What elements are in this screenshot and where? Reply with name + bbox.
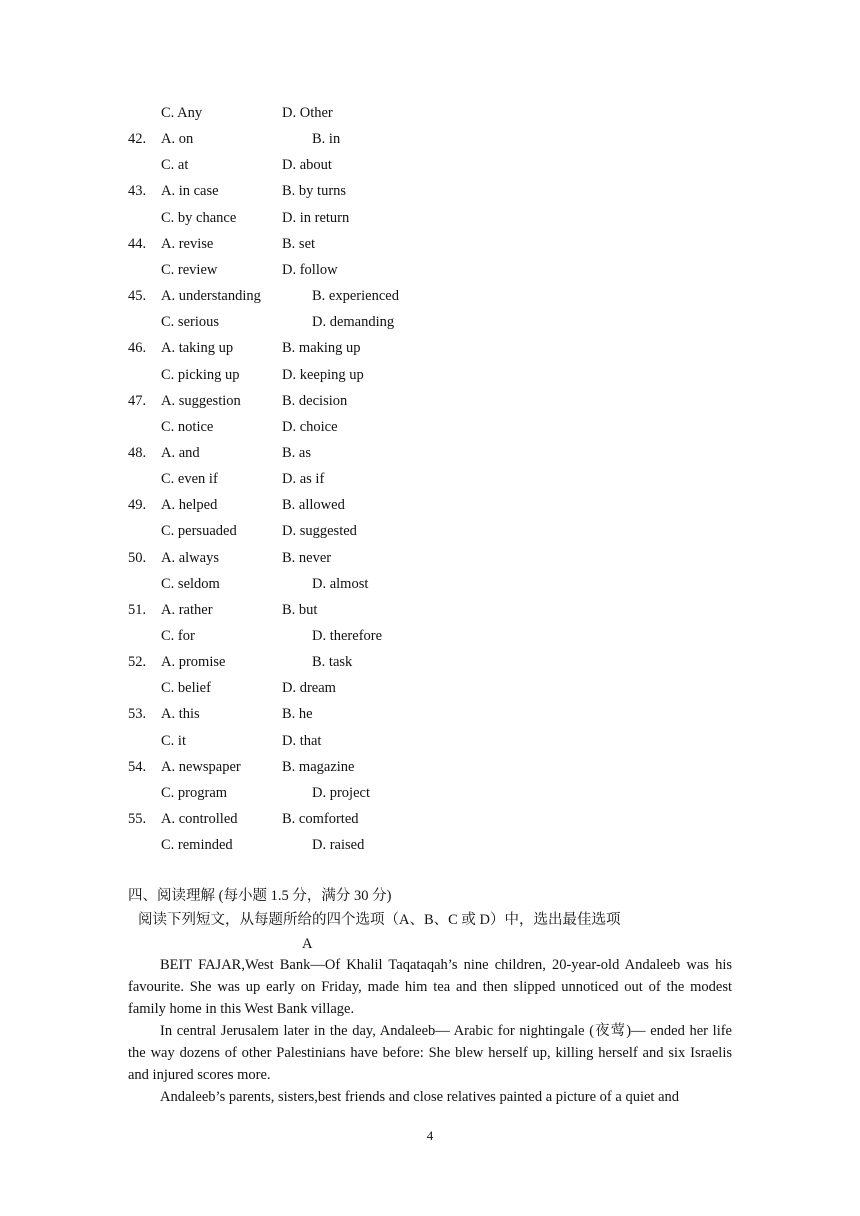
- option-right: B. task: [312, 654, 353, 671]
- question-number: 48.: [128, 444, 147, 461]
- question-option-row: [0, 571, 860, 597]
- option-right: D. follow: [282, 261, 338, 278]
- option-right: D. almost: [312, 575, 369, 592]
- option-left: C. it: [161, 732, 186, 749]
- question-number: 45.: [128, 288, 147, 305]
- option-right: D. suggested: [282, 523, 357, 540]
- question-option-row: [0, 701, 860, 727]
- question-option-row: [0, 466, 860, 492]
- option-right: B. experienced: [312, 288, 399, 305]
- question-number: 55.: [128, 811, 147, 828]
- option-left: C. at: [161, 157, 189, 174]
- question-number: 50.: [128, 549, 147, 566]
- question-option-row: [0, 126, 860, 152]
- option-right: D. therefore: [312, 628, 383, 644]
- question-option-row: [0, 335, 860, 361]
- question-option-row: [0, 257, 860, 283]
- option-left: C. notice: [161, 418, 214, 435]
- question-option-row: [0, 205, 860, 231]
- question-number: 44.: [128, 235, 147, 252]
- option-right: B. he: [282, 706, 313, 723]
- question-option-row: [0, 780, 860, 806]
- question-option-row: [0, 675, 860, 701]
- option-right: D. dream: [282, 680, 336, 697]
- question-option-row: [0, 388, 860, 414]
- option-left: C. reminded: [161, 837, 233, 854]
- option-left: C. seldom: [161, 575, 220, 592]
- option-left: C. persuaded: [161, 523, 237, 540]
- option-right: D. demanding: [312, 314, 395, 331]
- question-option-row: [0, 440, 860, 466]
- question-number: 43.: [128, 183, 147, 200]
- option-left: C. serious: [161, 314, 219, 331]
- option-right: D. that: [282, 732, 322, 749]
- option-right: D. about: [282, 157, 332, 174]
- option-left: A. in case: [161, 183, 219, 200]
- option-left: C. review: [161, 261, 218, 278]
- question-option-row: [0, 152, 860, 178]
- question-option-row: [0, 623, 860, 649]
- question-option-row: [0, 414, 860, 440]
- option-left: A. understanding: [161, 288, 261, 305]
- question-number: 49.: [128, 497, 147, 514]
- question-number: 53.: [128, 706, 147, 723]
- option-left: A. and: [161, 444, 200, 461]
- option-right: D. as if: [282, 471, 325, 488]
- option-left: A. on: [161, 131, 194, 148]
- question-option-row: [0, 754, 860, 780]
- option-right: B. making up: [282, 340, 361, 357]
- option-right: B. in: [312, 131, 341, 148]
- option-right: D. choice: [282, 418, 338, 435]
- option-left: A. rather: [161, 601, 213, 618]
- question-option-row: [0, 649, 860, 675]
- option-left: C. Any: [161, 105, 203, 121]
- option-right: B. set: [282, 235, 316, 252]
- passage-paragraph: BEIT FAJAR,West Bank—Of Khalil Taqataqah’s nine children, 20-year-old Andaleeb was his favourite. She was up early on Friday, made him tea and then slipped unnoticed out of the modest family home in this West Bank village.: [128, 957, 732, 1017]
- question-option-row: [0, 231, 860, 257]
- option-left: A. controlled: [161, 811, 238, 828]
- option-right: D. keeping up: [282, 366, 364, 383]
- option-right: B. allowed: [282, 497, 345, 514]
- question-number: 46.: [128, 340, 147, 357]
- question-option-row: [0, 832, 860, 858]
- option-right: B. by turns: [282, 183, 347, 200]
- option-left: A. revise: [161, 235, 214, 252]
- section-title: 四、阅读理解 (每小题 1.5 分，满分 30 分): [128, 888, 392, 904]
- question-number: 54.: [128, 758, 147, 775]
- option-left: A. always: [161, 549, 219, 566]
- question-option-row: [0, 545, 860, 571]
- option-right: B. but: [282, 601, 318, 618]
- question-option-row: [0, 492, 860, 518]
- passage-label: A: [302, 936, 313, 952]
- option-right: B. decision: [282, 392, 348, 409]
- option-left: A. suggestion: [161, 392, 241, 409]
- option-right: D. raised: [312, 837, 365, 854]
- question-number: 51.: [128, 601, 147, 618]
- option-left: A. newspaper: [161, 758, 241, 775]
- question-option-row: [0, 100, 860, 126]
- question-option-row: [0, 728, 860, 754]
- option-left: A. this: [161, 706, 200, 723]
- question-option-row: [0, 283, 860, 309]
- question-option-row: [0, 597, 860, 623]
- option-left: C. belief: [161, 680, 211, 697]
- section-instruction: 阅读下列短文，从每题所给的四个选项（A、B、C 或 D）中，选出最佳选项: [138, 912, 621, 928]
- question-number: 47.: [128, 392, 147, 409]
- option-right: B. comforted: [282, 811, 359, 828]
- option-left: A. promise: [161, 654, 226, 671]
- passage-paragraph: In central Jerusalem later in the day, Andaleeb— Arabic for nightingale (夜莺)— ended her life the way dozens of other Palestinians have before: She blew herself up, killing herself and six Israelis and injured scores more.: [128, 1023, 732, 1083]
- page-number: 4: [426, 1128, 434, 1143]
- option-right: D. project: [312, 784, 370, 801]
- option-left: C. program: [161, 784, 228, 801]
- question-option-row: [0, 309, 860, 335]
- option-left: A. helped: [161, 497, 218, 514]
- reading-passage: [128, 954, 732, 1108]
- question-option-row: [0, 806, 860, 832]
- option-right: B. magazine: [282, 758, 355, 775]
- option-left: A. taking up: [161, 340, 234, 357]
- question-number: 52.: [128, 654, 147, 671]
- option-right: D. Other: [282, 105, 333, 121]
- option-left: C. for: [161, 628, 195, 644]
- passage-paragraph: Andaleeb’s parents, sisters,best friends and close relatives painted a picture of a quiet and: [160, 1089, 680, 1105]
- option-left: C. picking up: [161, 366, 240, 383]
- question-number: 42.: [128, 131, 147, 148]
- option-right: B. never: [282, 549, 332, 566]
- question-option-row: [0, 362, 860, 388]
- question-option-row: [0, 518, 860, 544]
- option-right: D. in return: [282, 209, 350, 226]
- question-option-row: [0, 178, 860, 204]
- option-left: C. even if: [161, 471, 218, 488]
- option-left: C. by chance: [161, 209, 237, 226]
- option-right: B. as: [282, 444, 311, 461]
